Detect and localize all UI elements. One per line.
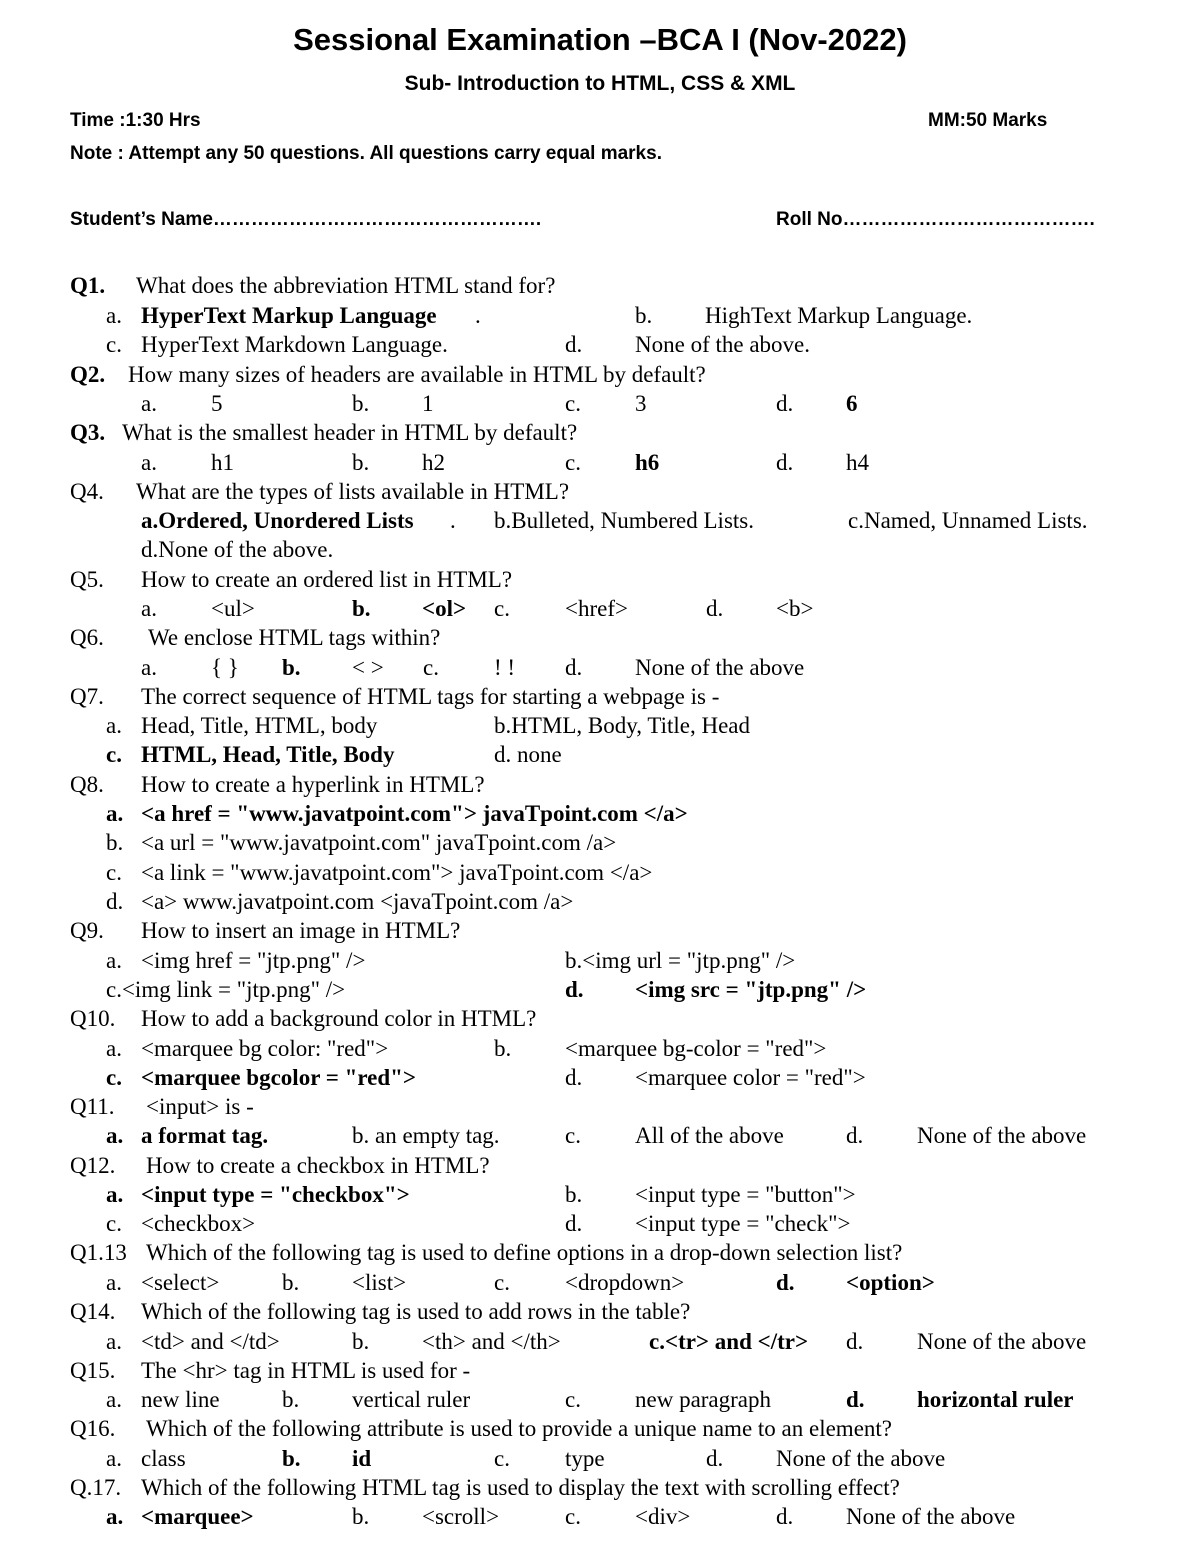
option-label: b. <box>282 1446 301 1471</box>
option-label: b. <box>106 830 124 855</box>
option-line <box>0 301 1200 330</box>
option-label: a. <box>106 1270 122 1295</box>
option-text: a.Ordered, Unordered Lists <box>141 508 414 533</box>
option-text: HTML, Head, Title, Body <box>141 742 395 767</box>
option-label: a. <box>106 948 122 973</box>
option-label: a. <box>141 450 157 475</box>
option-text: 6 <box>846 391 858 416</box>
option-text: . <box>450 508 456 533</box>
option-label: a. <box>106 1446 122 1471</box>
option-text: <a href = "www.javatpoint.com"> javaTpoint.com </a> <box>141 801 688 826</box>
question-17 <box>0 1473 1200 1502</box>
option-text: c.<img link = "jtp.png" /> <box>106 977 346 1002</box>
option-line <box>0 1327 1200 1356</box>
option-text: <a url = "www.javatpoint.com" javaTpoint.com /a> <box>141 830 617 855</box>
question-10 <box>0 1004 1200 1033</box>
option-text: 5 <box>211 391 223 416</box>
question-13 <box>0 1238 1200 1267</box>
option-text: <b> <box>776 596 814 621</box>
option-label: c. <box>565 1123 581 1148</box>
option-label: d. <box>706 596 724 621</box>
option-line <box>0 1180 1200 1209</box>
option-label: d. <box>776 391 794 416</box>
option-label: b. <box>565 1182 583 1207</box>
option-label: c. <box>494 1446 510 1471</box>
option-text: Head, Title, HTML, body <box>141 713 378 738</box>
option-line <box>0 740 1200 769</box>
question-1 <box>0 271 1200 300</box>
question-number: Q6. <box>70 625 104 650</box>
option-text: { } <box>211 655 239 680</box>
option-label: b. <box>352 596 371 621</box>
question-number: Q9. <box>70 918 104 943</box>
option-label: b. <box>282 655 301 680</box>
question-text: What are the types of lists available in HTML? <box>136 479 570 504</box>
option-text: a format tag. <box>141 1123 269 1148</box>
option-label: b. <box>352 391 370 416</box>
question-text: How to create a hyperlink in HTML? <box>141 772 485 797</box>
exam-subject: Sub- Introduction to HTML, CSS & XML <box>404 72 796 95</box>
question-text: We enclose HTML tags within? <box>148 625 441 650</box>
option-label: a. <box>106 801 124 826</box>
option-label: b. <box>352 1504 370 1529</box>
question-number: Q2. <box>70 362 106 387</box>
option-line <box>0 799 1200 828</box>
option-text: <select> <box>141 1270 220 1295</box>
option-text: id <box>352 1446 372 1471</box>
option-text: <dropdown> <box>565 1270 685 1295</box>
question-text: How to create an ordered list in HTML? <box>141 567 513 592</box>
option-label: d. <box>846 1329 864 1354</box>
option-label: a. <box>141 655 157 680</box>
question-4 <box>0 477 1200 506</box>
option-text: b.HTML, Body, Title, Head <box>494 713 750 738</box>
question-number: Q7. <box>70 684 104 709</box>
option-text: <a> www.javatpoint.com <javaTpoint.com /a> <box>141 889 574 914</box>
question-text: Which of the following HTML tag is used to display the text with scrolling effect? <box>141 1475 900 1500</box>
option-label: d. <box>776 1270 795 1295</box>
option-label: c. <box>494 1270 510 1295</box>
option-text: <marquee bg-color = "red"> <box>565 1036 827 1061</box>
option-text: <input type = "check"> <box>635 1211 851 1236</box>
option-line <box>0 711 1200 740</box>
question-5 <box>0 565 1200 594</box>
option-line <box>0 1502 1200 1531</box>
option-text: type <box>565 1446 605 1471</box>
question-text: How to create a checkbox in HTML? <box>146 1153 490 1178</box>
option-label: c. <box>106 1065 122 1090</box>
option-text: b. an empty tag. <box>352 1123 500 1148</box>
option-line <box>0 1209 1200 1238</box>
option-label: d. <box>706 1446 724 1471</box>
question-12 <box>0 1151 1200 1180</box>
question-text: Which of the following tag is used to define options in a drop-down selection list? <box>146 1240 903 1265</box>
option-text: <input type = "checkbox"> <box>141 1182 410 1207</box>
option-text: <list> <box>352 1270 407 1295</box>
option-line <box>0 1385 1200 1414</box>
option-text: d.None of the above. <box>141 537 334 562</box>
question-text: Which of the following attribute is used to provide a unique name to an element? <box>146 1416 893 1441</box>
option-text: new line <box>141 1387 220 1412</box>
option-line <box>0 975 1200 1004</box>
question-text: What is the smallest header in HTML by default? <box>122 420 578 445</box>
question-3 <box>0 418 1200 447</box>
option-text: horizontal ruler <box>917 1387 1074 1412</box>
option-label: b. <box>352 450 370 475</box>
option-text: <img href = "jtp.png" /> <box>141 948 366 973</box>
option-line <box>0 1268 1200 1297</box>
option-label: c. <box>423 655 439 680</box>
option-label: c. <box>565 450 581 475</box>
question-text: How to insert an image in HTML? <box>141 918 461 943</box>
question-number: Q14. <box>70 1299 116 1324</box>
question-number: Q11. <box>70 1094 115 1119</box>
option-label: b. <box>635 303 653 328</box>
question-2 <box>0 360 1200 389</box>
question-15 <box>0 1356 1200 1385</box>
option-label: b. <box>282 1270 300 1295</box>
option-text: h6 <box>635 450 660 475</box>
option-label: b. <box>352 1329 370 1354</box>
option-text: vertical ruler <box>352 1387 471 1412</box>
option-label: b. <box>494 1036 512 1061</box>
option-text: b.<img url = "jtp.png" /> <box>565 948 796 973</box>
option-line <box>0 330 1200 359</box>
option-label: c. <box>494 596 510 621</box>
option-label: c. <box>106 742 122 767</box>
question-number: Q.17. <box>70 1475 122 1500</box>
option-label: a. <box>106 713 122 738</box>
option-text: <th> and </th> <box>422 1329 561 1354</box>
option-text: <marquee bgcolor = "red"> <box>141 1065 417 1090</box>
option-label: a. <box>106 1036 122 1061</box>
option-text: <input type = "button"> <box>635 1182 856 1207</box>
question-number: Q1.13 <box>70 1240 127 1265</box>
option-line <box>0 828 1200 857</box>
option-line <box>0 594 1200 623</box>
option-label: d. <box>565 1065 583 1090</box>
option-text: h1 <box>211 450 234 475</box>
option-line <box>0 858 1200 887</box>
option-text: d. none <box>494 742 562 767</box>
student-name-field: Student’s Name……………………………………………. <box>70 209 542 230</box>
option-line <box>0 1063 1200 1092</box>
question-number: Q10. <box>70 1006 116 1031</box>
option-label: c. <box>106 1211 122 1236</box>
option-line <box>0 1034 1200 1063</box>
option-text: <marquee> <box>141 1504 254 1529</box>
question-text: The <hr> tag in HTML is used for - <box>141 1358 471 1383</box>
option-label: d. <box>565 1211 583 1236</box>
option-label: a. <box>141 391 157 416</box>
option-text: <marquee color = "red"> <box>635 1065 866 1090</box>
question-11 <box>0 1092 1200 1121</box>
question-number: Q3. <box>70 420 106 445</box>
option-text: <marquee bg color: "red"> <box>141 1036 389 1061</box>
question-number: Q8. <box>70 772 104 797</box>
option-text: h2 <box>422 450 445 475</box>
question-6 <box>0 623 1200 652</box>
option-text: None of the above <box>917 1123 1087 1148</box>
question-text: How many sizes of headers are available in HTML by default? <box>128 362 706 387</box>
option-text: class <box>141 1446 186 1471</box>
option-text: <ol> <box>422 596 467 621</box>
option-text: <td> and </td> <box>141 1329 280 1354</box>
question-text: How to add a background color in HTML? <box>141 1006 537 1031</box>
question-number: Q16. <box>70 1416 116 1441</box>
option-text: . <box>475 303 481 328</box>
question-number: Q1. <box>70 273 106 298</box>
option-label: c. <box>106 332 122 357</box>
option-text: new paragraph <box>635 1387 772 1412</box>
option-text: None of the above <box>917 1329 1087 1354</box>
question-14 <box>0 1297 1200 1326</box>
option-text: <scroll> <box>422 1504 500 1529</box>
option-text: <option> <box>846 1270 935 1295</box>
question-9 <box>0 916 1200 945</box>
option-label: b. <box>282 1387 300 1412</box>
roll-no-field: Roll No…………………………………. <box>776 209 1095 230</box>
option-label: d. <box>565 977 584 1002</box>
option-line <box>0 448 1200 477</box>
option-text: <a link = "www.javatpoint.com"> javaTpoint.com </a> <box>141 860 653 885</box>
question-text: Which of the following tag is used to add rows in the table? <box>141 1299 691 1324</box>
option-label: d. <box>106 889 124 914</box>
question-number: Q15. <box>70 1358 116 1383</box>
exam-note: Note : Attempt any 50 questions. All questions carry equal marks. <box>70 143 662 164</box>
option-text: <checkbox> <box>141 1211 256 1236</box>
option-line <box>0 653 1200 682</box>
option-text: <href> <box>565 596 628 621</box>
question-16 <box>0 1414 1200 1443</box>
option-label: c. <box>565 391 581 416</box>
option-label: a. <box>106 1387 122 1412</box>
option-text: < > <box>352 655 384 680</box>
option-text: HyperText Markdown Language. <box>141 332 448 357</box>
option-text: c.Named, Unnamed Lists. <box>848 508 1088 533</box>
option-text: <div> <box>635 1504 691 1529</box>
option-label: a. <box>106 1329 122 1354</box>
question-7 <box>0 682 1200 711</box>
option-text: None of the above <box>846 1504 1016 1529</box>
option-label: c. <box>565 1504 581 1529</box>
option-label: d. <box>846 1123 864 1148</box>
option-text: b.Bulleted, Numbered Lists. <box>494 508 754 533</box>
option-label: d. <box>776 1504 794 1529</box>
question-text: <input> is - <box>146 1094 254 1119</box>
option-text: c.<tr> and </tr> <box>649 1329 809 1354</box>
option-label: d. <box>565 332 583 357</box>
question-text: What does the abbreviation HTML stand for? <box>136 273 556 298</box>
option-label: a. <box>141 596 157 621</box>
option-label: a. <box>106 1182 124 1207</box>
option-line <box>0 1121 1200 1150</box>
option-label: d. <box>846 1387 865 1412</box>
max-marks: MM:50 Marks <box>928 110 1048 131</box>
option-label: a. <box>106 1123 124 1148</box>
exam-title: Sessional Examination –BCA I (Nov-2022) <box>293 22 907 57</box>
option-label: d. <box>776 450 794 475</box>
option-label: a. <box>106 1504 124 1529</box>
question-text: The correct sequence of HTML tags for starting a webpage is - <box>141 684 720 709</box>
question-number: Q5. <box>70 567 104 592</box>
option-line <box>0 389 1200 418</box>
option-text: None of the above <box>776 1446 946 1471</box>
option-label: c. <box>565 1387 581 1412</box>
question-number: Q4. <box>70 479 104 504</box>
option-label: a. <box>106 303 122 328</box>
option-line <box>0 506 1200 535</box>
exam-time: Time :1:30 Hrs <box>70 110 201 131</box>
option-text: 1 <box>422 391 434 416</box>
option-text: h4 <box>846 450 869 475</box>
option-text: HyperText Markup Language <box>141 303 437 328</box>
option-text: <img src = "jtp.png" /> <box>635 977 867 1002</box>
option-label: d. <box>565 655 583 680</box>
option-line <box>0 887 1200 916</box>
option-line <box>0 946 1200 975</box>
option-text: HighText Markup Language. <box>705 303 973 328</box>
option-text: ! ! <box>494 655 516 680</box>
question-8 <box>0 770 1200 799</box>
question-number: Q12. <box>70 1153 116 1178</box>
option-text: <ul> <box>211 596 255 621</box>
option-text: All of the above <box>635 1123 784 1148</box>
option-line <box>0 1444 1200 1473</box>
option-label: c. <box>106 860 122 885</box>
option-text: None of the above <box>635 655 805 680</box>
option-line <box>0 535 1200 564</box>
option-text: None of the above. <box>635 332 810 357</box>
option-text: 3 <box>635 391 647 416</box>
